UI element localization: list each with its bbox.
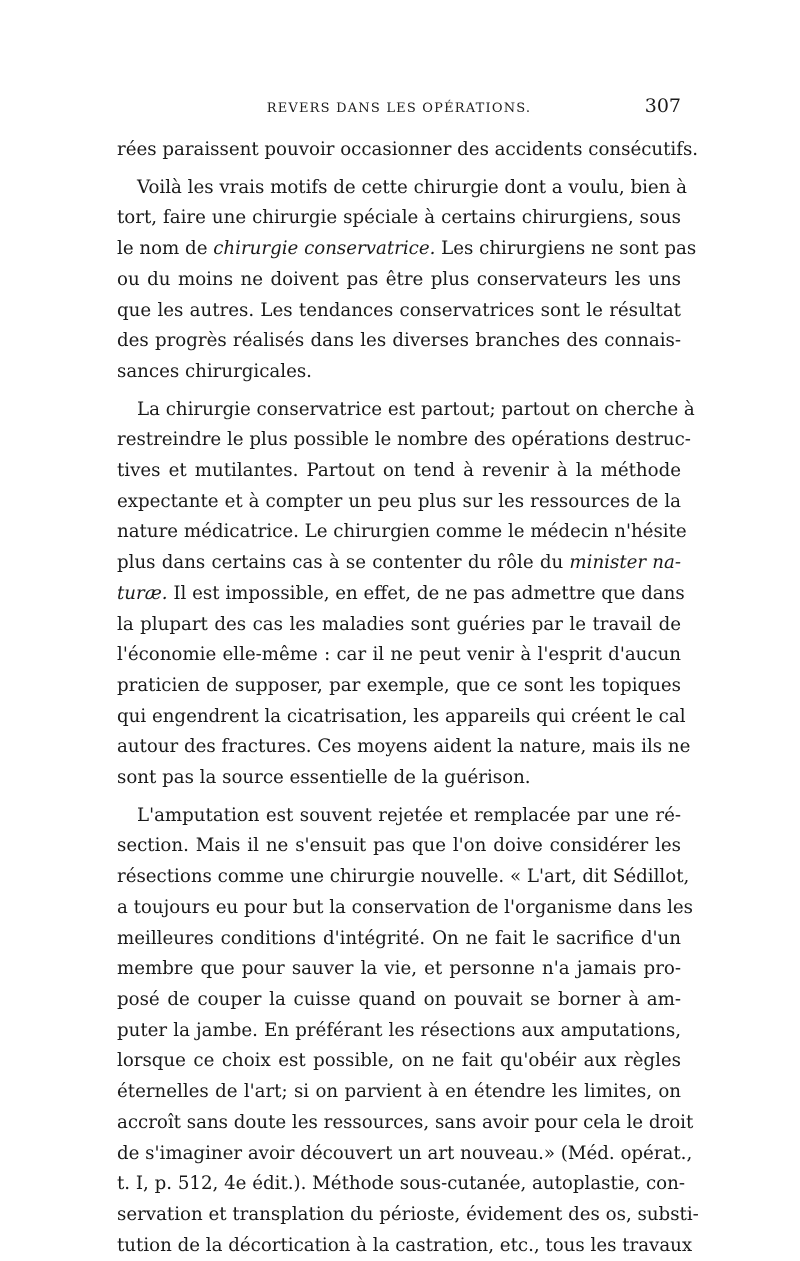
text-line: ou du moins ne doivent pas être plus conservateurs les uns [117,268,681,290]
text-line: lorsque ce choix est possible, on ne fait qu'obéir aux règles [117,1050,681,1072]
text-line: La chirurgie conservatrice est partout; partout on cherche à [137,398,695,420]
paragraph-gap [117,794,681,801]
text-line: l'économie elle-même : car il ne peut venir à l'esprit d'aucun [117,644,681,666]
text-line: éternelles de l'art; si on parvient à en étendre les limites, on [117,1081,681,1103]
text-line: tives et mutilantes. Partout on tend à revenir à la méthode [117,460,681,482]
book-page [117,95,699,1261]
text-line: accroît sans doute les ressources, sans avoir pour cela le droit [117,1111,694,1133]
paragraph-gap [117,388,681,395]
text-line: autour des fractures. Ces moyens aident la nature, mais ils ne [117,736,691,758]
line-text: Il est impossible, en effet, de ne pas admettre que dans [167,582,685,604]
text-line: sances chirurgicales. [117,360,312,382]
paragraph [117,395,695,794]
italic-text: minister na- [569,552,681,574]
text-line: a toujours eu pour but la conservation de l'organisme dans les [117,896,693,918]
text-line [117,548,681,579]
text-line: meilleures conditions d'intégrité. On ne fait le sacrifice d'un [117,927,681,949]
text-line: la plupart des cas les maladies sont guéries par le travail de [117,613,681,635]
text-line [117,579,685,610]
body-text [117,135,699,1261]
italic-text: turæ. [117,582,168,604]
text-line: restreindre le plus possible le nombre des opérations destruc- [117,429,691,451]
italic-text: chirurgie conservatrice. [213,238,436,260]
text-line: L'amputation est souvent rejetée et remplacée par une ré- [137,804,681,826]
line-text: le nom de [117,238,214,260]
text-line: posé de couper la cuisse quand on pouvait se borner à am- [117,988,681,1010]
text-line: rées paraissent pouvoir occasionner des accidents consécutifs. [117,139,699,160]
line-text: Les chirurgiens ne sont pas [435,238,697,260]
text-line: membre que pour sauver la vie, et personne n'a jamais pro- [117,958,681,980]
text-line: tort, faire une chirurgie spéciale à certains chirurgiens, sous [117,207,681,229]
text-line: Voilà les vrais motifs de cette chirurgie dont a voulu, bien à [137,176,688,198]
paragraph [117,801,699,1261]
text-line: tution de la décortication à la castration, etc., tous les travaux [117,1234,693,1256]
text-line: nature médicatrice. Le chirurgien comme le médecin n'hésite [117,521,687,543]
text-line: praticien de supposer, par exemple, que ce sont les topiques [117,674,681,696]
text-line: servation et transplation du périoste, évidement des os, substi- [117,1203,699,1225]
text-line: t. I, p. 512, 4e édit.). Méthode sous-cutanée, autoplastie, con- [117,1173,685,1195]
paragraph [117,135,699,166]
text-line: qui engendrent la cicatrisation, les appareils qui créent le cal [117,705,686,727]
text-line: puter la jambe. En préférant les résections aux amputations, [117,1019,681,1041]
text-line: sont pas la source essentielle de la guérison. [117,767,531,789]
text-line: de s'imaginer avoir découvert un art nouveau.» (Méd. opérat., [117,1142,693,1164]
text-line: que les autres. Les tendances conservatrices sont le résultat [117,299,681,321]
text-line [117,234,697,265]
text-line: des progrès réalisés dans les diverses branches des connais- [117,330,681,352]
text-line: résections comme une chirurgie nouvelle. « L'art, dit Sédillot, [117,866,690,888]
running-title: REVERS DANS LES OPÉRATIONS. [266,101,532,116]
text-line: expectante et à compter un peu plus sur les ressources de la [117,490,681,512]
running-head [117,95,681,119]
text-line: section. Mais il ne s'ensuit pas que l'on doive considérer les [117,835,681,857]
line-text: plus dans certains cas à se contenter du rôle du [117,552,570,574]
paragraph-gap [117,166,681,173]
page-number: 307 [644,95,681,117]
paragraph [117,173,697,388]
